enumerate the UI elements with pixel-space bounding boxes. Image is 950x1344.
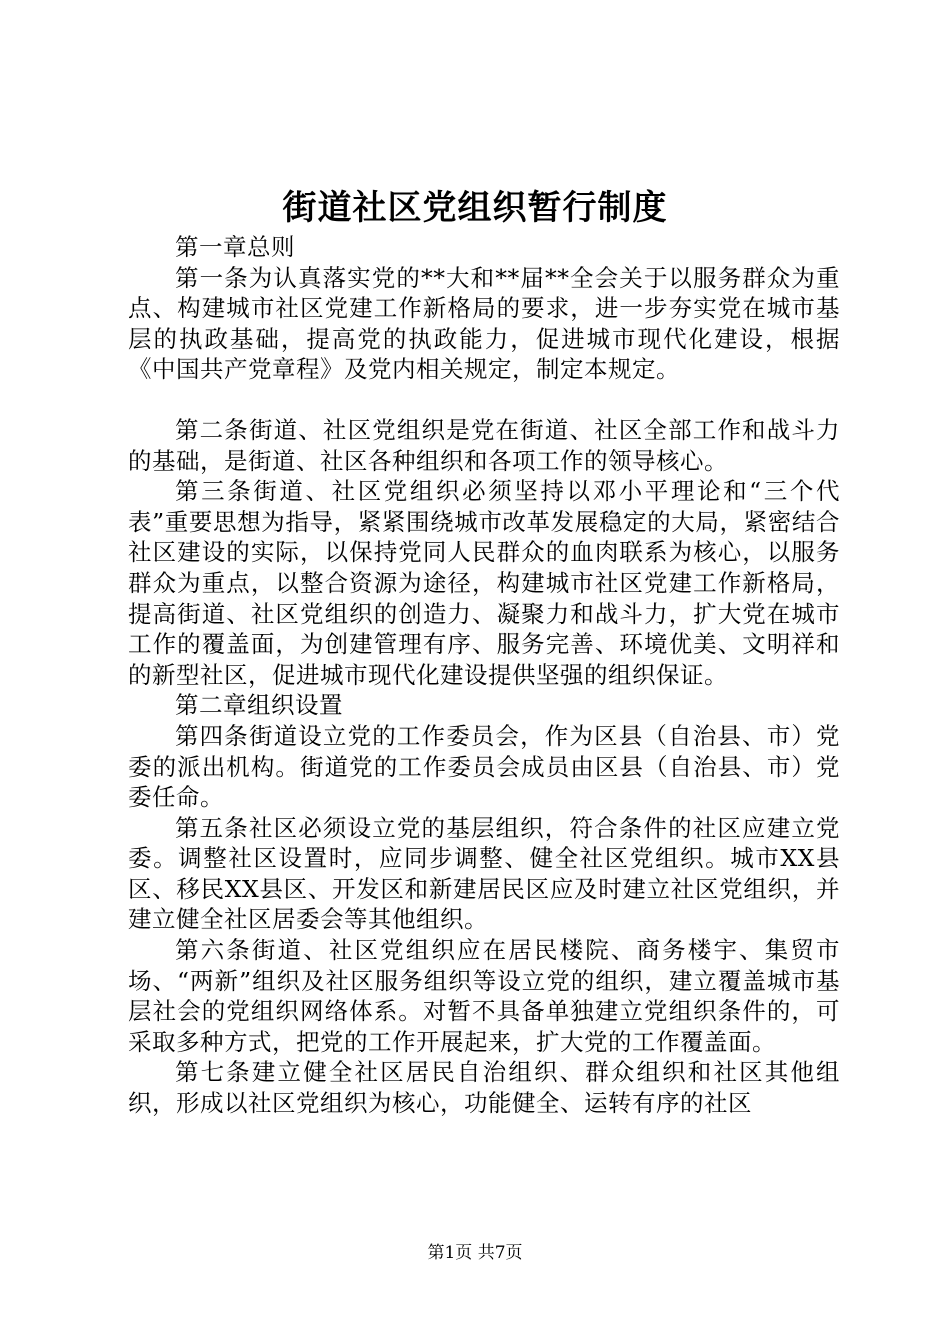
article-paragraph: 第六条街道、社区党组织应在居民楼院、商务楼宇、集贸市场、“两新”组织及社区服务组织等设立党的组织，建立覆盖城市基层社会的党组织网络体系。对暂不具备单独建立党组织条件的，可采取多种方式，把党的工作开展起来，扩大党的工作覆盖面。 bbox=[128, 936, 840, 1056]
article-paragraph: 第二条街道、社区党组织是党在街道、社区全部工作和战斗力的基础，是街道、社区各种组织和各项工作的领导核心。 bbox=[128, 415, 840, 475]
article-paragraph: 第四条街道设立党的工作委员会，作为区县（自治县、市）党委的派出机构。街道党的工作委员会成员由区县（自治县、市）党委任命。 bbox=[128, 721, 840, 812]
page-number-footer: 第1页 共7页 bbox=[427, 1243, 523, 1263]
document-body bbox=[128, 232, 840, 1119]
article-paragraph: 第三条街道、社区党组织必须坚持以邓小平理论和“三个代表”重要思想为指导，紧紧围绕城市改革发展稳定的大局，紧密结合社区建设的实际，以保持党同人民群众的血肉联系为核心，以服务群众为重点，以整合资源为途径，构建城市社区党建工作新格局，提高街道、社区党组织的创造力、凝聚力和战斗力，扩大党在城市工作的覆盖面，为创建管理有序、服务完善、环境优美、文明祥和的新型社区，促进城市现代化建设提供坚强的组织保证。 bbox=[128, 477, 840, 689]
article-paragraph: 第一条为认真落实党的**大和**届**全会关于以服务群众为重点、构建城市社区党建工作新格局的要求，进一步夯实党在城市基层的执政基础，提高党的执政能力，促进城市现代化建设，根据《中国共产党章程》及党内相关规定，制定本规定。 bbox=[128, 263, 840, 384]
document-title: 街道社区党组织暂行制度 bbox=[282, 188, 668, 228]
chapter-heading: 第一章总则 bbox=[175, 233, 295, 261]
article-paragraph: 第五条社区必须设立党的基层组织，符合条件的社区应建立党委。调整社区设置时，应同步调整、健全社区党组织。城市XX县区、移民XX县区、开发区和新建居民区应及时建立社区党组织，并建立健全社区居委会等其他组织。 bbox=[128, 813, 840, 934]
article-paragraph: 第七条建立健全社区居民自治组织、群众组织和社区其他组织，形成以社区党组织为核心，功能健全、运转有序的社区 bbox=[128, 1058, 840, 1118]
chapter-heading: 第二章组织设置 bbox=[175, 691, 343, 720]
